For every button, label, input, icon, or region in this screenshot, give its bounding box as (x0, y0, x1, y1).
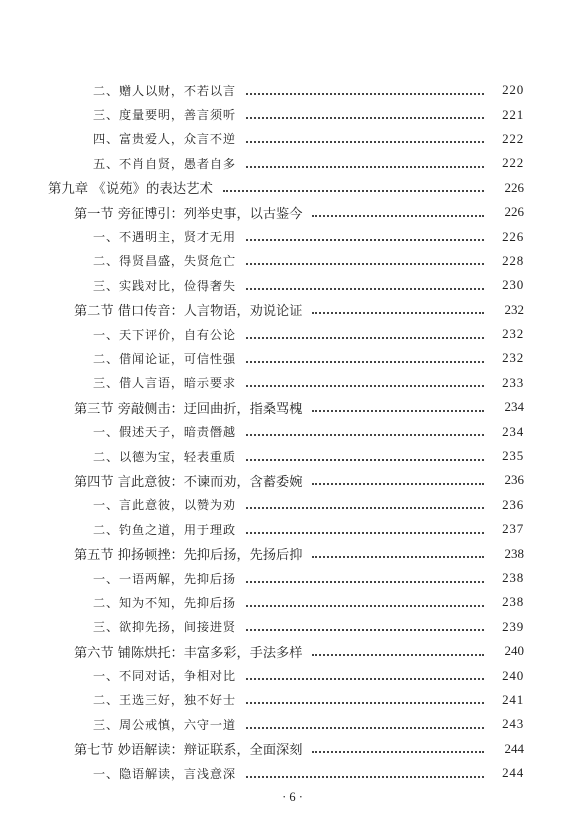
dot-leader (246, 360, 484, 363)
toc-entry-title: 三、借人言语，暗示要求 (93, 376, 236, 391)
toc-entry (0, 176, 585, 200)
dot-leader (246, 628, 484, 631)
dot-leader (246, 458, 484, 461)
toc-entry-title: 三、周公戒慎，六守一道 (93, 717, 236, 732)
dot-leader (246, 238, 484, 241)
toc-entry (0, 200, 585, 224)
dot-leader (312, 409, 484, 412)
toc-entry-page: 232 (502, 350, 524, 366)
toc-entry-page: 240 (504, 643, 524, 659)
dot-leader (312, 214, 484, 217)
table-of-contents (0, 78, 585, 785)
toc-entry-title: 二、赠人以财，不若以言 (93, 83, 236, 98)
dot-leader (312, 750, 484, 753)
dot-leader (246, 580, 484, 583)
toc-entry (0, 444, 585, 468)
dot-leader (246, 140, 484, 143)
toc-entry (0, 761, 585, 785)
toc-entry-page: 237 (502, 521, 524, 537)
dot-leader (246, 604, 484, 607)
toc-entry-page: 232 (504, 301, 524, 317)
toc-entry (0, 102, 585, 126)
dot-leader (246, 287, 484, 290)
toc-entry (0, 249, 585, 273)
toc-entry-page: 220 (502, 82, 524, 98)
toc-entry-page: 244 (502, 765, 524, 781)
toc-entry-title: 第三节 旁敲侧击：迂回曲折，指桑骂槐 (74, 401, 303, 417)
toc-entry (0, 371, 585, 395)
toc-entry-page: 226 (504, 179, 524, 195)
toc-entry (0, 712, 585, 736)
dot-leader (223, 189, 484, 192)
dot-leader (246, 384, 484, 387)
toc-entry-page: 239 (502, 618, 524, 634)
toc-entry-title: 一、一语两解，先抑后扬 (93, 571, 236, 586)
dot-leader (246, 92, 484, 95)
toc-entry (0, 419, 585, 443)
toc-entry-title: 第一节 旁征博引：列举史事，以古鉴今 (74, 206, 303, 222)
toc-entry-page: 234 (502, 423, 524, 439)
toc-entry (0, 224, 585, 248)
dot-leader (246, 677, 484, 680)
toc-entry-page: 238 (502, 570, 524, 585)
toc-entry-title: 二、钓鱼之道，用于理政 (93, 522, 236, 537)
toc-entry-page: 238 (504, 545, 524, 561)
toc-entry-title: 二、王选三好，独不好士 (93, 693, 236, 708)
toc-entry-page: 226 (502, 228, 524, 244)
toc-entry-page: 233 (502, 374, 524, 390)
dot-leader (312, 311, 484, 314)
toc-entry-title: 第二节 借口传音：人言物语，劝说论证 (74, 304, 303, 320)
toc-entry (0, 298, 585, 322)
toc-entry-title: 一、不遇明主，贤才无用 (93, 230, 236, 245)
dot-leader (312, 653, 484, 656)
toc-entry-title: 三、欲抑先扬，间接进贤 (93, 620, 236, 635)
page-number: · 6 · (282, 790, 303, 804)
toc-entry (0, 395, 585, 419)
toc-entry (0, 78, 585, 102)
dot-leader (246, 775, 484, 778)
toc-entry-page: 232 (502, 326, 524, 342)
toc-entry (0, 688, 585, 712)
toc-entry-title: 第五节 抑扬顿挫：先抑后扬，先扬后抑 (74, 548, 303, 564)
toc-entry-title: 二、以德为宝，轻表重质 (93, 449, 236, 464)
toc-entry-title: 一、假述天子，暗责僭越 (93, 425, 236, 440)
toc-entry (0, 566, 585, 590)
dot-leader (246, 262, 484, 265)
toc-entry-title: 第七节 妙语解读：辩证联系，全面深刻 (74, 743, 303, 759)
toc-entry (0, 737, 585, 761)
toc-entry-page: 236 (504, 472, 524, 488)
dot-leader (246, 726, 484, 729)
toc-entry (0, 151, 585, 175)
toc-entry (0, 517, 585, 541)
toc-entry-title: 第六节 铺陈烘托：丰富多彩，手法多样 (74, 645, 303, 661)
toc-entry (0, 468, 585, 492)
toc-entry (0, 590, 585, 614)
dot-leader (246, 506, 484, 509)
toc-entry-title: 二、知为不知，先抑后扬 (93, 595, 236, 610)
toc-entry-title: 第九章 《说苑》的表达艺术 (48, 182, 213, 198)
toc-entry-title: 一、言此意彼，以赞为劝 (93, 498, 236, 513)
toc-entry (0, 663, 585, 687)
toc-entry-title: 二、得贤昌盛，失贤危亡 (93, 254, 236, 269)
toc-entry (0, 493, 585, 517)
toc-entry (0, 639, 585, 663)
toc-entry (0, 346, 585, 370)
toc-entry-page: 234 (504, 399, 524, 415)
toc-entry-page: 235 (502, 448, 524, 464)
toc-entry (0, 273, 585, 297)
toc-entry-page: 226 (504, 204, 524, 220)
toc-entry (0, 127, 585, 151)
toc-entry-page: 222 (502, 130, 524, 146)
dot-leader (246, 701, 484, 704)
toc-entry-page: 241 (502, 691, 524, 707)
toc-entry-title: 四、富贵爱人，众言不逆 (93, 132, 236, 147)
toc-entry-page: 221 (502, 106, 524, 122)
toc-entry-title: 三、度量要明，善言须听 (93, 108, 236, 123)
dot-leader (246, 531, 484, 534)
dot-leader (246, 433, 484, 436)
toc-entry-title: 一、天下评价，自有公论 (93, 327, 236, 342)
toc-entry-page: 243 (502, 716, 524, 732)
dot-leader (246, 116, 484, 119)
toc-entry-page: 244 (504, 740, 524, 756)
toc-entry-title: 一、隐语解读，言浅意深 (93, 766, 236, 781)
toc-entry (0, 322, 585, 346)
dot-leader (312, 555, 484, 558)
toc-entry-page: 222 (502, 155, 524, 171)
toc-entry-page: 228 (502, 252, 524, 268)
toc-entry-title: 一、不同对话，争相对比 (93, 669, 236, 684)
toc-entry (0, 615, 585, 639)
toc-entry-page: 238 (502, 594, 524, 610)
toc-entry-title: 三、实践对比，俭得奢失 (93, 278, 236, 293)
toc-entry-page: 230 (502, 277, 524, 293)
toc-entry-title: 第四节 言此意彼：不谏而劝，含蓄委婉 (74, 474, 303, 490)
toc-entry (0, 541, 585, 565)
dot-leader (246, 336, 484, 339)
toc-entry-page: 240 (502, 667, 524, 683)
toc-entry-page: 236 (502, 496, 524, 512)
dot-leader (312, 482, 484, 485)
toc-entry-title: 五、不肖自贤，愚者自多 (93, 156, 236, 171)
dot-leader (246, 165, 484, 168)
toc-entry-title: 二、借闻论证，可信性强 (93, 351, 236, 366)
